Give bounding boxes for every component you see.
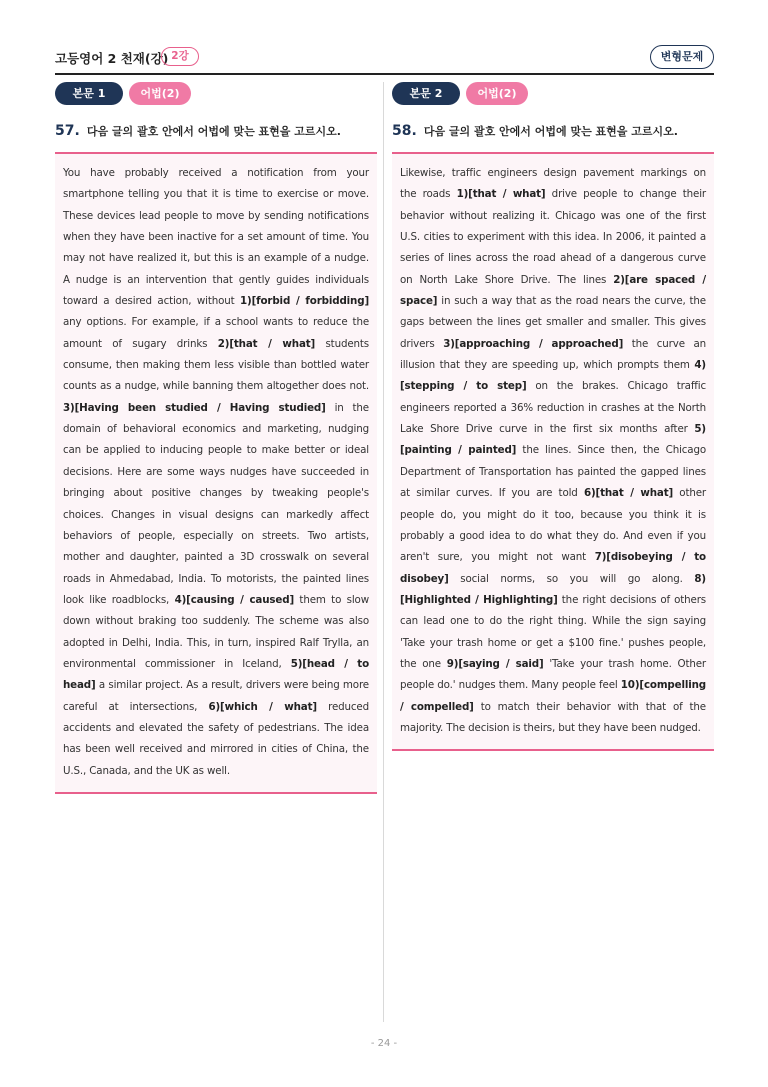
- question-58: [392, 82, 714, 751]
- section-tag: 본문 2: [392, 82, 460, 105]
- passage-segment: the curve an illusion that they are speeding up, which prompts them: [400, 337, 706, 372]
- passage-segment: drive people to change their behavior without realizing it. Chicago was one of the first U.S. cities to experiment with this idea. In 2006, it painted a series of lines across the road ahead of a dangerous curve on North Lake Shore Drive. The lines: [400, 188, 706, 286]
- header-divider: [55, 73, 714, 75]
- answer-choice: 2)[are spaced / space]: [400, 273, 706, 308]
- passage-segment: them to slow down without braking too suddenly. The scheme was also adopted in Delhi, India. This, in turn, inspired Ralf Trylla, an environmental commissioner in Iceland,: [63, 593, 369, 670]
- answer-choice: 6)[which / what]: [208, 700, 317, 713]
- question-instruction: 다음 글의 괄호 안에서 어법에 맞는 표현을 고르시오.: [423, 125, 678, 138]
- question-prompt: [392, 123, 714, 143]
- answer-choice: 8)[Highlighted / Highlighting]: [400, 572, 706, 606]
- passage-segment: You have probably received a notification from your smartphone telling you that it is time to exercise or move. These devices lead people to move by sending notifications when they have been inactive for a set amount of time. You may not have realized it, but this is an example of a nudge. A nudge is an intervention that gently guides individuals toward a desired action, without: [63, 167, 369, 308]
- category-tag: 어법(2): [466, 82, 528, 105]
- page-header: [55, 44, 714, 74]
- answer-choice: 3)[approaching / approached]: [443, 337, 624, 350]
- answer-choice: 9)[saying / said]: [446, 657, 544, 670]
- passage-segment: the lines. Since then, the Chicago Department of Transportation has painted the gapped lines at similar curves. If you are told: [400, 444, 706, 500]
- passage-segment: the right decisions of others can lead one to do the right thing. While the sign saying 'Take your trash home or get a $100 fine.' pushes people, the one: [400, 593, 706, 670]
- page-number: - 24 -: [370, 1038, 398, 1049]
- answer-choice: 1)[forbid / forbidding]: [240, 295, 369, 308]
- passage-text: [400, 163, 706, 739]
- passage-box: [392, 154, 714, 751]
- question-tags: [55, 82, 377, 106]
- passage-segment: 'Take your trash home. Other people do.' nudges them. Many people feel: [400, 657, 707, 692]
- answer-choice: 10)[compelling / compelled]: [400, 679, 706, 713]
- answer-choice: 4)[causing / caused]: [174, 593, 295, 606]
- question-tags: [392, 82, 714, 106]
- type-badge: 변형문제: [650, 45, 714, 69]
- section-tag: 본문 1: [55, 82, 123, 105]
- answer-choice: 1)[that / what]: [456, 188, 546, 201]
- passage-text: [63, 163, 369, 782]
- answer-choice: 6)[that / what]: [583, 487, 674, 500]
- question-57: [55, 82, 377, 794]
- column-divider: [383, 82, 384, 1022]
- passage-segment: social norms, so you will go along.: [448, 572, 695, 585]
- answer-choice: 3)[Having been studied / Having studied]: [63, 401, 326, 414]
- lesson-badge: 2강: [161, 47, 199, 66]
- question-instruction: 다음 글의 괄호 안에서 어법에 맞는 표현을 고르시오.: [86, 125, 341, 138]
- passage-segment: other people do, you might do it too, because you think it is probably a good idea to do what they do. And even if you aren't sure, you might not want: [400, 487, 706, 564]
- answer-choice: 5)[painting / painted]: [400, 423, 706, 457]
- passage-segment: students consume, then making them less visible than bottled water counts as a nudge, while banning them altogether does not.: [63, 337, 369, 393]
- passage-segment: any options. For example, if a school wants to reduce the amount of sugary drinks: [63, 316, 369, 350]
- passage-box: [55, 154, 377, 794]
- passage-segment: a similar project. As a result, drivers were being more careful at intersections,: [63, 679, 369, 713]
- passage-segment: reduced accidents and elevated the safety of pedestrians. The idea has been well received and mirrored in cities of China, the U.S., Canada, and the UK as well.: [63, 700, 370, 777]
- passage-segment: to match their behavior with that of the majority. The decision is theirs, but they have been nudged.: [400, 700, 706, 734]
- answer-choice: 4)[stepping / to step]: [400, 359, 706, 393]
- question-number: 58.: [392, 123, 417, 139]
- passage-segment: Likewise, traffic engineers design pavement markings on the roads: [400, 167, 706, 201]
- answer-choice: 2)[that / what]: [217, 337, 316, 350]
- question-number: 57.: [55, 123, 80, 139]
- category-tag: 어법(2): [129, 82, 191, 105]
- book-title: 고등영어 2 천재(강): [55, 51, 169, 66]
- answer-choice: 7)[disobeying / to disobey]: [400, 551, 706, 585]
- answer-choice: 5)[head / to head]: [63, 657, 369, 692]
- passage-segment: on the brakes. Chicago traffic engineers reported a 36% reduction in crashes at the North Lake Shore Drive curve in the first six months after: [400, 380, 706, 436]
- passage-segment: in such a way that as the road nears the curve, the gaps between the lines get smaller and smaller. This gives drivers: [400, 295, 706, 350]
- question-prompt: [55, 123, 377, 143]
- passage-segment: in the domain of behavioral economics and marketing, nudging can be applied to inducing people to make better or ideal decisions. Here are some ways nudges have succeeded in bringing about positive changes by tweaking people's choices. Changes in visual designs can markedly affect behaviors of people, especially on streets. Two artists, mother and daughter, painted a 3D crosswalk on several roads in Ahmedabad, India. To motorists, the painted lines look like roadblocks,: [63, 401, 369, 606]
